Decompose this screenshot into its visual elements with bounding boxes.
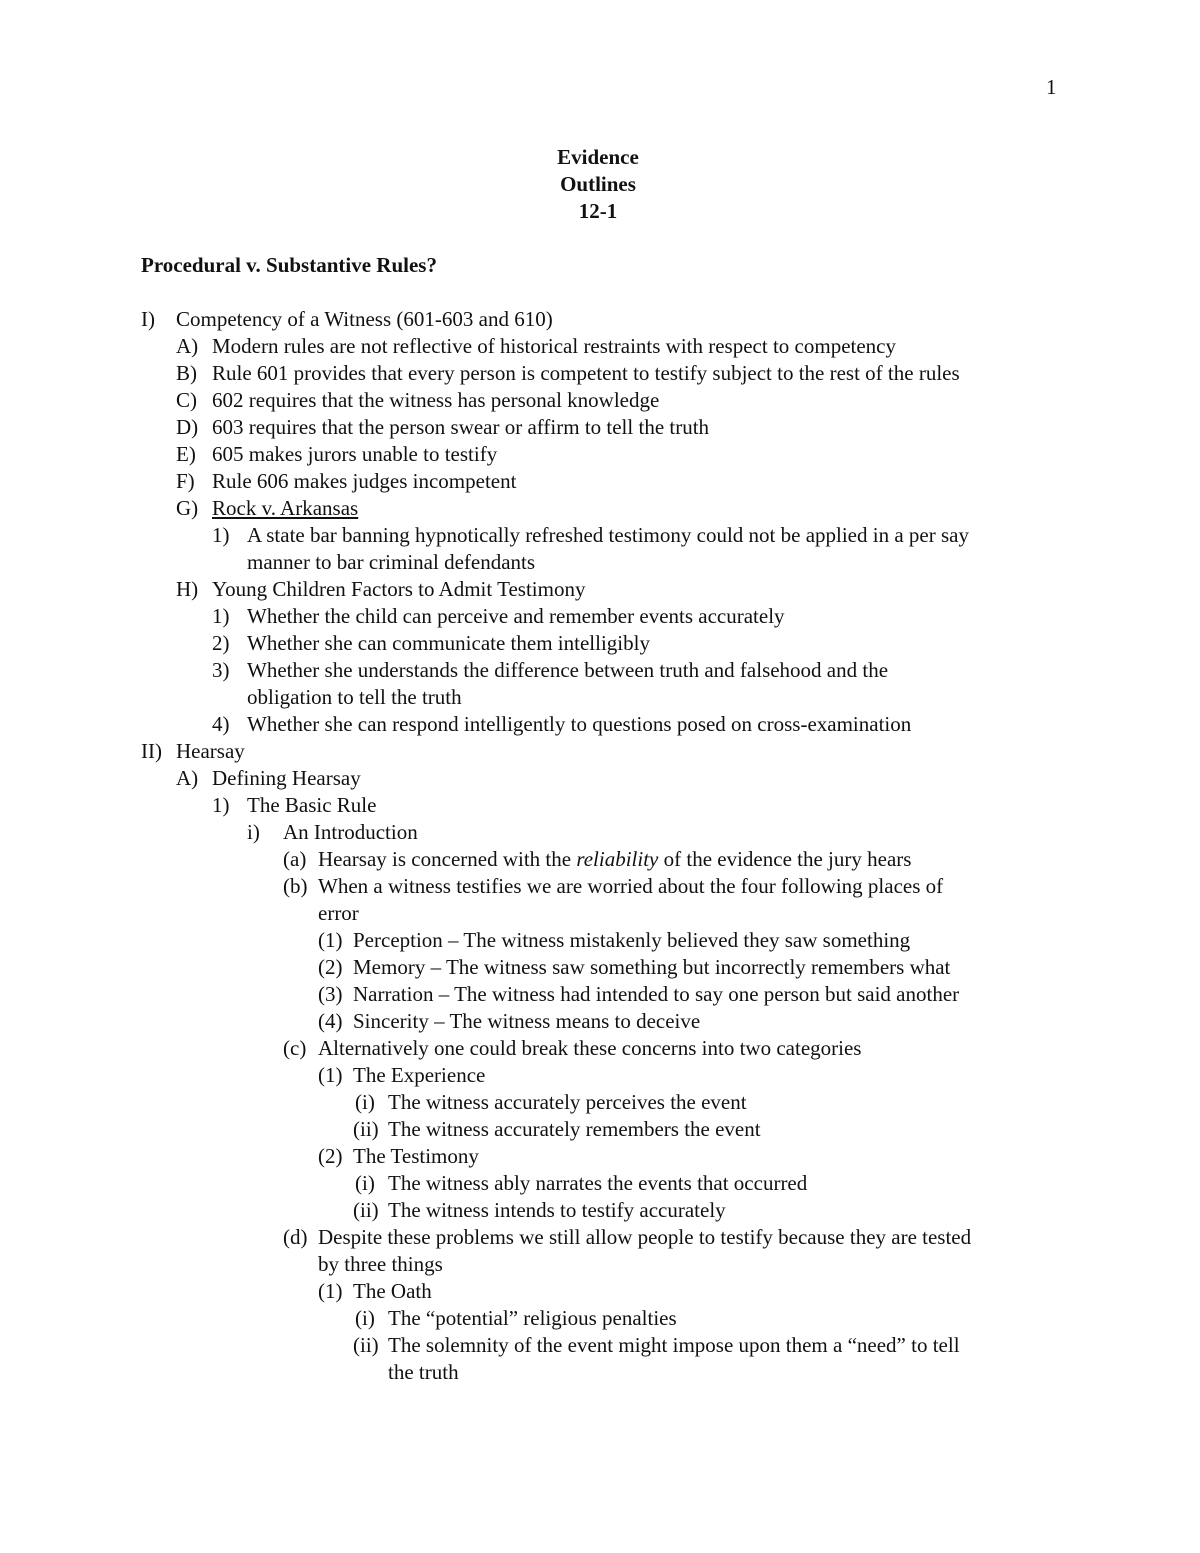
outline-item <box>0 495 1200 522</box>
outline <box>0 306 1200 1386</box>
outline-text: obligation to tell the truth <box>247 685 462 709</box>
outline-item <box>0 360 1200 387</box>
outline-text: Perception – The witness mistakenly believed they saw something <box>353 928 911 952</box>
outline-item <box>0 846 1200 873</box>
outline-item <box>0 927 1200 954</box>
outline-item <box>0 630 1200 657</box>
outline-marker: (b) <box>283 874 308 898</box>
outline-text: Despite these problems we still allow people to testify because they are tested <box>318 1225 972 1249</box>
outline-marker: (a) <box>283 847 307 871</box>
outline-item <box>0 765 1200 792</box>
outline-item <box>0 711 1200 738</box>
outline-marker: (4) <box>318 1009 343 1033</box>
outline-item-continuation <box>0 1359 1200 1386</box>
outline-marker: (c) <box>283 1036 307 1060</box>
outline-item-continuation <box>0 900 1200 927</box>
outline-marker: E) <box>176 442 196 466</box>
outline-item <box>0 387 1200 414</box>
outline-text: The Testimony <box>353 1144 479 1168</box>
outline-marker: (2) <box>318 955 343 979</box>
outline-text: the truth <box>388 1360 459 1384</box>
outline-item <box>0 954 1200 981</box>
outline-marker: (i) <box>355 1090 375 1114</box>
outline-marker: (1) <box>318 928 343 952</box>
outline-text: Whether she understands the difference between truth and falsehood and the <box>247 658 889 682</box>
outline-marker: 2) <box>212 631 230 655</box>
outline-text: 603 requires that the person swear or affirm to tell the truth <box>212 415 710 439</box>
outline-marker: A) <box>176 334 199 358</box>
outline-item <box>0 1332 1200 1359</box>
outline-text: Whether she can respond intelligently to questions posed on cross-examination <box>247 712 912 736</box>
title-line-1: Evidence <box>557 145 639 169</box>
outline-marker: (3) <box>318 982 343 1006</box>
outline-text: A state bar banning hypnotically refreshed testimony could not be applied in a per say <box>247 523 969 547</box>
outline-marker: 3) <box>212 658 230 682</box>
outline-text: Defining Hearsay <box>212 766 361 790</box>
outline-text: Rule 601 provides that every person is competent to testify subject to the rest of the rules <box>212 361 960 385</box>
outline-text: 605 makes jurors unable to testify <box>212 442 498 466</box>
outline-item <box>0 657 1200 684</box>
outline-item <box>0 333 1200 360</box>
outline-item <box>0 468 1200 495</box>
outline-marker: (1) <box>318 1279 343 1303</box>
outline-marker: (2) <box>318 1144 343 1168</box>
section-heading: Procedural v. Substantive Rules? <box>141 253 437 277</box>
outline-item <box>0 1089 1200 1116</box>
title-line-3: 12-1 <box>578 199 618 223</box>
outline-text: Young Children Factors to Admit Testimony <box>212 577 586 601</box>
outline-item <box>0 792 1200 819</box>
outline-text: Alternatively one could break these concerns into two categories <box>318 1036 862 1060</box>
outline-marker: (ii) <box>353 1333 379 1357</box>
outline-marker: II) <box>141 739 162 763</box>
outline-marker: (ii) <box>353 1117 379 1141</box>
outline-marker: (i) <box>355 1306 375 1330</box>
title-line-2: Outlines <box>560 172 636 196</box>
text-segment: of the evidence the jury hears <box>658 847 912 871</box>
outline-item <box>0 819 1200 846</box>
outline-item-continuation <box>0 684 1200 711</box>
outline-item <box>0 1062 1200 1089</box>
outline-text: Hearsay <box>176 739 245 763</box>
outline-marker: 4) <box>212 712 230 736</box>
outline-text: Sincerity – The witness means to deceive <box>353 1009 701 1033</box>
outline-item <box>0 522 1200 549</box>
outline-text: The witness ably narrates the events that occurred <box>388 1171 808 1195</box>
outline-item <box>0 738 1200 765</box>
outline-text: The Basic Rule <box>247 793 377 817</box>
outline-text: The Oath <box>353 1279 432 1303</box>
outline-item <box>0 1170 1200 1197</box>
document-title <box>0 144 1196 225</box>
outline-item <box>0 603 1200 630</box>
outline-marker: I) <box>141 307 155 331</box>
outline-marker: 1) <box>212 523 230 547</box>
outline-marker: (ii) <box>353 1198 379 1222</box>
outline-text: 602 requires that the witness has personal knowledge <box>212 388 660 412</box>
outline-text: Narration – The witness had intended to say one person but said another <box>353 982 960 1006</box>
outline-item <box>0 1116 1200 1143</box>
outline-item <box>0 576 1200 603</box>
outline-marker: D) <box>176 415 199 439</box>
outline-marker: (i) <box>355 1171 375 1195</box>
outline-text: An Introduction <box>283 820 418 844</box>
outline-text: by three things <box>318 1252 443 1276</box>
outline-marker: H) <box>176 577 199 601</box>
outline-text <box>0 846 1200 873</box>
outline-item <box>0 306 1200 333</box>
outline-marker: B) <box>176 361 197 385</box>
outline-text: Whether the child can perceive and remember events accurately <box>247 604 785 628</box>
outline-item <box>0 1143 1200 1170</box>
outline-item <box>0 1224 1200 1251</box>
outline-text: Whether she can communicate them intelligibly <box>247 631 650 655</box>
outline-item <box>0 1197 1200 1224</box>
outline-marker: G) <box>176 496 199 520</box>
outline-text: Competency of a Witness (601-603 and 610) <box>176 307 553 331</box>
case-name-rock-v-arkansas: Rock v. Arkansas <box>212 496 359 520</box>
outline-text: Memory – The witness saw something but incorrectly remembers what <box>353 955 951 979</box>
outline-marker: 1) <box>212 604 230 628</box>
outline-item <box>0 441 1200 468</box>
outline-text: The solemnity of the event might impose upon them a “need” to tell <box>388 1333 960 1357</box>
italic-term-reliability: reliability <box>576 847 659 871</box>
outline-marker: F) <box>176 469 195 493</box>
outline-marker: (d) <box>283 1225 308 1249</box>
outline-marker: 1) <box>212 793 230 817</box>
outline-marker: (1) <box>318 1063 343 1087</box>
outline-text: error <box>318 901 359 925</box>
outline-text: The witness intends to testify accurately <box>388 1198 726 1222</box>
outline-item <box>0 981 1200 1008</box>
outline-item-continuation <box>0 1251 1200 1278</box>
outline-item <box>0 1008 1200 1035</box>
outline-item <box>0 414 1200 441</box>
outline-text: The “potential” religious penalties <box>388 1306 677 1330</box>
text-segment: Hearsay is concerned with the <box>318 847 577 871</box>
outline-item <box>0 1305 1200 1332</box>
outline-item-continuation <box>0 549 1200 576</box>
outline-text: manner to bar criminal defendants <box>247 550 536 574</box>
outline-text: Modern rules are not reflective of historical restraints with respect to competency <box>212 334 896 358</box>
outline-text: The witness accurately remembers the event <box>388 1117 761 1141</box>
outline-marker: C) <box>176 388 197 412</box>
outline-text: When a witness testifies we are worried about the four following places of <box>318 874 944 898</box>
outline-marker: i) <box>247 820 260 844</box>
outline-text: The Experience <box>353 1063 486 1087</box>
outline-item <box>0 873 1200 900</box>
outline-item <box>0 1035 1200 1062</box>
outline-item <box>0 1278 1200 1305</box>
outline-text: Rule 606 makes judges incompetent <box>212 469 517 493</box>
page-number: 1 <box>1046 75 1057 99</box>
outline-marker: A) <box>176 766 199 790</box>
outline-text: The witness accurately perceives the event <box>388 1090 747 1114</box>
